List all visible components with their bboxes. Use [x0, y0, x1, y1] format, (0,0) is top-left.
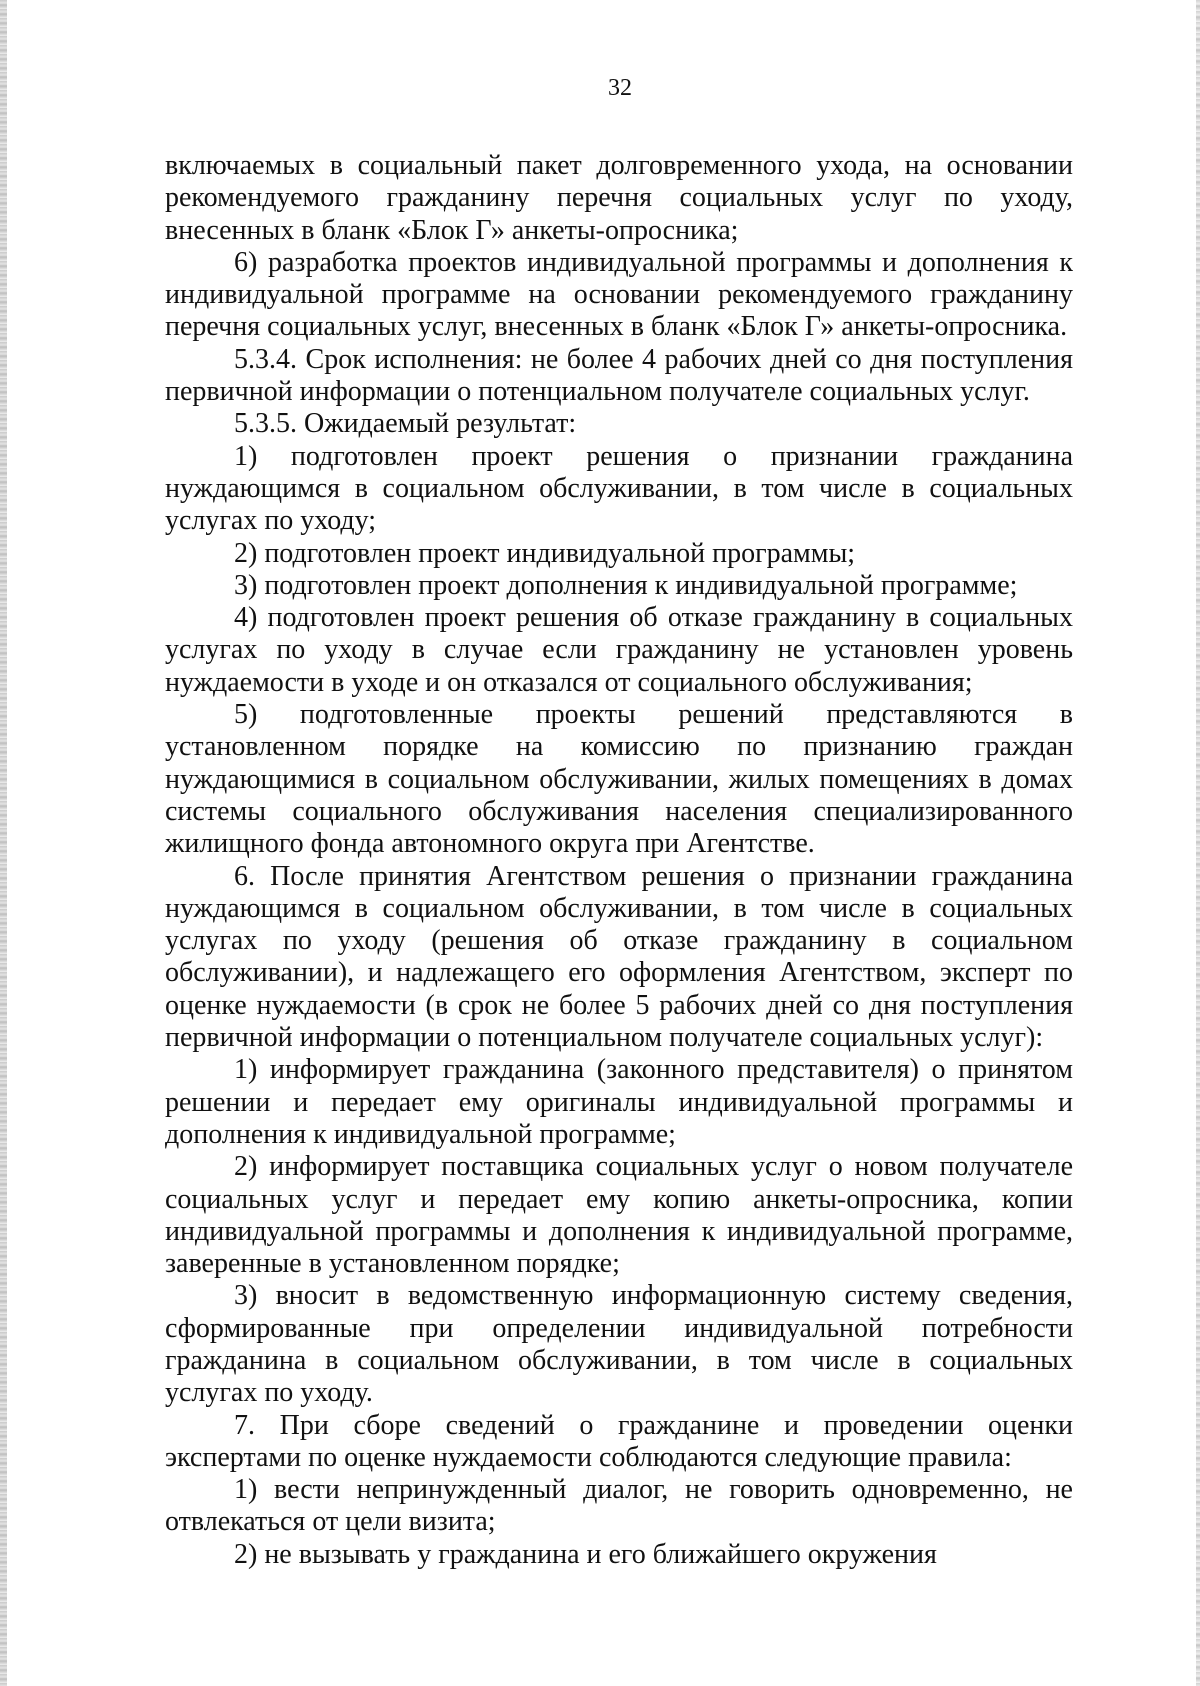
paragraph-section-6-item-2: 2) информирует поставщика социальных услуг о новом получателе социальных услуг и передает ему копию анкеты-опросника, копии индивидуальной программы и дополнения к индивидуальной программе, заверенные в установленном порядке; — [165, 1151, 1073, 1280]
paragraph-result-item-3: 3) подготовлен проект дополнения к индивидуальной программе; — [234, 569, 1018, 601]
paragraph-item-6-program-drafts: 6) разработка проектов индивидуальной программы и дополнения к индивидуальной программе на основании рекомендуемого гражданину перечня социальных услуг, внесенных в бланк «Блок Г» анкеты-опросника. — [165, 246, 1073, 343]
paragraph-continuation: включаемых в социальный пакет долговременного ухода, на основании рекомендуемого гражданину перечня социальных услуг по уходу, внесенных в бланк «Блок Г» анкеты-опросника; — [165, 150, 1073, 246]
paragraph-5-3-4-deadline: 5.3.4. Срок исполнения: не более 4 рабочих дней со дня поступления первичной информации о потенциальном получателе социальных услуг. — [165, 343, 1073, 408]
paragraph-section-6: 6. После принятия Агентством решения о признании гражданина нуждающимся в социальном обслуживании, в том числе в социальных услугах по уходу (решения об отказе гражданину в социальном обслуживании), и надлежащего его оформления Агентством, эксперт по оценке нуждаемости (в срок не более 5 рабочих дней со дня поступления первичной информации о потенциальном получателе социальных услуг): — [165, 860, 1073, 1054]
paragraph-result-item-1: 1) подготовлен проект решения о признании гражданина нуждающимся в социальном обслуживании, в том числе в социальных услугах по уходу; — [165, 440, 1073, 537]
paragraph-section-6-item-3: 3) вносит в ведомственную информационную систему сведения, сформированные при определении индивидуальной потребности гражданина в социальном обслуживании, в том числе в социальных услугах по уходу. — [165, 1280, 1073, 1409]
paragraph-section-7-item-1: 1) вести непринужденный диалог, не говорить одновременно, не отвлекаться от цели визита; — [165, 1474, 1073, 1538]
page-number: 32 — [608, 75, 632, 101]
paragraph-result-item-4: 4) подготовлен проект решения об отказе гражданину в социальных услугах по уходу в случае если гражданину не установлен уровень нуждаемости в уходе и он отказался от социального обслуживания; — [165, 602, 1073, 698]
scan-edge-right — [1196, 0, 1200, 1686]
paragraph-result-item-2: 2) подготовлен проект индивидуальной программы; — [234, 537, 856, 569]
document-body — [165, 150, 1073, 1571]
paragraph-section-7: 7. При сборе сведений о гражданине и проведении оценки экспертами по оценке нуждаемости соблюдаются следующие правила: — [165, 1409, 1073, 1473]
paragraph-section-7-item-2: 2) не вызывать у гражданина и его ближайшего окружения — [234, 1538, 937, 1570]
paragraph-section-6-item-1: 1) информирует гражданина (законного представителя) о принятом решении и передает ему оригиналы индивидуальной программы и дополнения к индивидуальной программе; — [165, 1054, 1073, 1150]
paragraph-result-item-5: 5) подготовленные проекты решений представляются в установленном порядке на комиссию по признанию граждан нуждающимися в социальном обслуживании, жилых помещениях в домах системы социального обслуживания населения специализированного жилищного фонда автономного округа при Агентстве. — [165, 699, 1073, 860]
scan-edge-left — [0, 0, 7, 1686]
paragraph-5-3-5-expected-result: 5.3.5. Ожидаемый результат: — [234, 408, 577, 440]
